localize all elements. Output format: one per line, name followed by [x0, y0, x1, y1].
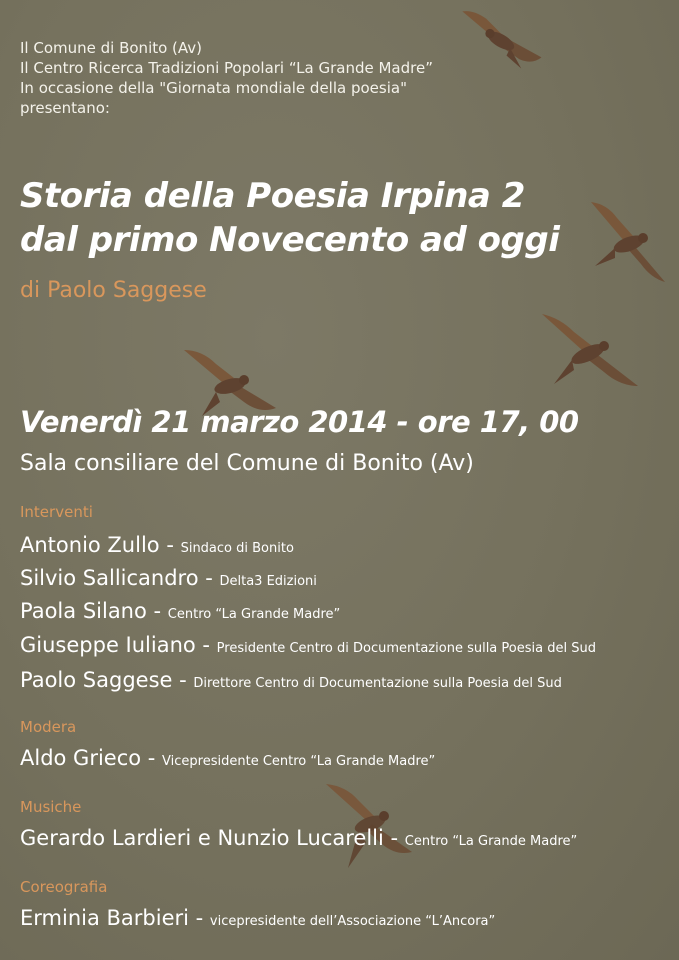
musicians-row	[20, 826, 577, 850]
separator: -	[195, 633, 217, 657]
separator: -	[188, 906, 210, 930]
dove-icon	[322, 776, 416, 872]
organizer-line-comune: Il Comune di Bonito (Av)	[20, 39, 203, 57]
section-label-interventi: Interventi	[20, 503, 93, 521]
musicians-names: Gerardo Lardieri e Nunzio Lucarelli	[20, 826, 384, 850]
speaker-name: Paola Silano	[20, 599, 147, 623]
separator: -	[172, 668, 194, 692]
dove-icon	[455, 4, 547, 74]
section-label-musiche: Musiche	[20, 798, 82, 816]
speaker-name: Paolo Saggese	[20, 668, 173, 692]
speaker-row	[20, 633, 596, 657]
speaker-role: Centro “La Grande Madre”	[167, 607, 341, 622]
speaker-row	[20, 599, 340, 623]
separator: -	[198, 566, 220, 590]
speaker-role: Delta3 Edizioni	[219, 574, 317, 589]
speaker-role: Presidente Centro di Documentazione sulla Poesia del Sud	[216, 641, 596, 656]
moderator-row	[20, 746, 435, 770]
occasion-line: In occasione della "Giornata mondiale della poesia"	[20, 79, 407, 97]
speaker-name: Giuseppe Iuliano	[20, 633, 196, 657]
organizers-intro	[20, 38, 433, 118]
section-label-modera: Modera	[20, 718, 77, 736]
organizer-line-centro: Il Centro Ricerca Tradizioni Popolari “La Grande Madre”	[20, 59, 433, 77]
choreographer-role: vicepresidente dell’Associazione “L’Ancora”	[209, 914, 496, 929]
book-title	[20, 174, 559, 262]
speaker-role: Sindaco di Bonito	[180, 541, 294, 556]
presentano-line: presentano:	[20, 99, 110, 117]
separator: -	[146, 599, 168, 623]
event-venue: Sala consiliare del Comune di Bonito (Av)	[20, 451, 474, 476]
separator: -	[159, 533, 181, 557]
speaker-role: Direttore Centro di Documentazione sulla Poesia del Sud	[193, 676, 562, 691]
event-datetime: Venerdì 21 marzo 2014 - ore 17, 00	[20, 405, 579, 439]
choreographer-name: Erminia Barbieri	[20, 906, 189, 930]
separator: -	[141, 746, 163, 770]
speaker-row	[20, 668, 562, 692]
dove-icon	[538, 310, 642, 394]
book-title-line-2: dal primo Novecento ad oggi	[20, 220, 560, 260]
moderator-name: Aldo Grieco	[20, 746, 142, 770]
speaker-name: Antonio Zullo	[20, 533, 160, 557]
separator: -	[383, 826, 405, 850]
section-label-coreografia: Coreografia	[20, 878, 108, 896]
speaker-row	[20, 566, 317, 590]
book-author: di Paolo Saggese	[20, 278, 207, 303]
musicians-role: Centro “La Grande Madre”	[404, 834, 578, 849]
dove-icon	[585, 196, 669, 286]
moderator-role: Vicepresidente Centro “La Grande Madre”	[162, 754, 436, 769]
speaker-name: Silvio Sallicandro	[20, 566, 199, 590]
book-title-line-1: Storia della Poesia Irpina 2	[20, 176, 525, 216]
choreographer-row	[20, 906, 495, 930]
speaker-row	[20, 533, 294, 557]
